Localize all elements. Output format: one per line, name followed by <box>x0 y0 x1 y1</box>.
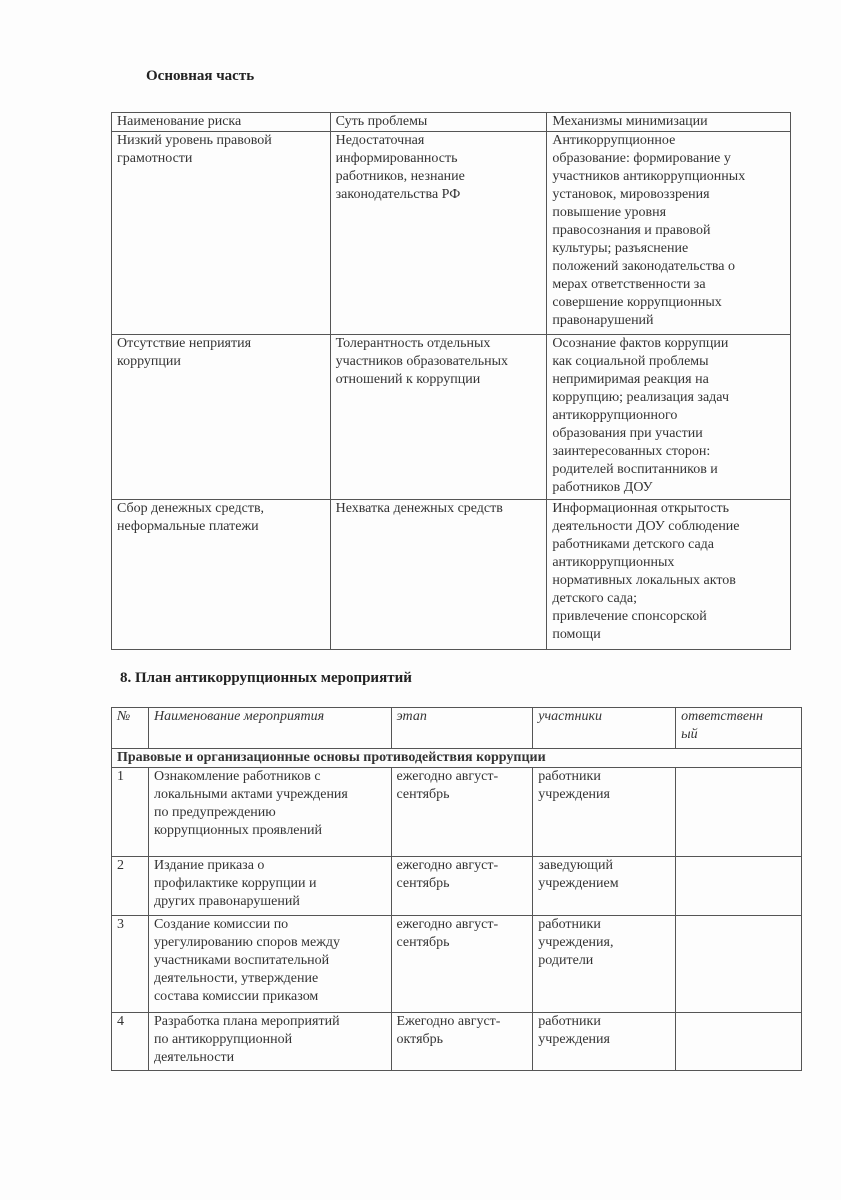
responsible <box>676 768 802 857</box>
risk-name: Сбор денежных средств, неформальные платежи <box>112 500 331 650</box>
table-row <box>112 335 791 500</box>
section-heading-main: Основная часть <box>146 68 255 84</box>
responsible <box>676 916 802 1013</box>
row-number: 2 <box>112 857 149 916</box>
stage: ежегодно август- сентябрь <box>391 768 533 857</box>
stage: ежегодно август- сентябрь <box>391 857 533 916</box>
table-header-row <box>112 113 791 132</box>
event-name: Создание комиссии по урегулированию споров между участниками воспитательной деятельности, утверждение состава комиссии приказом <box>148 916 391 1013</box>
section-title: Правовые и организационные основы противодействия коррупции <box>112 749 802 768</box>
mechanism: Осознание фактов коррупции как социальной проблемы непримиримая реакция на коррупцию; реализация задач антикоррупционного образования при участии заинтересованных сторон: родителей воспитанников и работников ДОУ <box>547 335 791 500</box>
responsible <box>676 857 802 916</box>
risk-name: Отсутствие неприятия коррупции <box>112 335 331 500</box>
mechanism: Антикоррупционное образование: формирование у участников антикоррупционных установок, мировоззрения повышение уровня правосознания и правовой культуры; разъяснение положений законодательства о мерах ответственности за совершение коррупционных правонарушений <box>547 132 791 335</box>
table-row <box>112 768 802 857</box>
section-heading-plan: 8. План антикоррупционных мероприятий <box>120 670 412 686</box>
header-cell: участники <box>533 708 676 749</box>
stage: Ежегодно август- октябрь <box>391 1013 533 1071</box>
table-header-row <box>112 708 802 749</box>
header-cell: № <box>112 708 149 749</box>
header-cell: Суть проблемы <box>330 113 547 132</box>
header-cell: ответственн ый <box>676 708 802 749</box>
section-row <box>112 749 802 768</box>
table-row <box>112 916 802 1013</box>
plan-table <box>111 707 802 1071</box>
event-name: Разработка плана мероприятий по антикоррупционной деятельности <box>148 1013 391 1071</box>
participants: заведующий учреждением <box>533 857 676 916</box>
event-name: Издание приказа о профилактике коррупции и других правонарушений <box>148 857 391 916</box>
participants: работники учреждения <box>533 1013 676 1071</box>
header-cell: этап <box>391 708 533 749</box>
row-number: 1 <box>112 768 149 857</box>
header-cell: Наименование риска <box>112 113 331 132</box>
problem: Недостаточная информированность работников, незнание законодательства РФ <box>330 132 547 335</box>
stage: ежегодно август- сентябрь <box>391 916 533 1013</box>
responsible <box>676 1013 802 1071</box>
header-cell: Наименование мероприятия <box>148 708 391 749</box>
table-row <box>112 500 791 650</box>
mechanism: Информационная открытость деятельности ДОУ соблюдение работниками детского сада антикоррупционных нормативных локальных актов детского сада; привлечение спонсорской помощи <box>547 500 791 650</box>
problem: Толерантность отдельных участников образовательных отношений к коррупции <box>330 335 547 500</box>
participants: работники учреждения <box>533 768 676 857</box>
risk-table <box>111 112 791 650</box>
problem: Нехватка денежных средств <box>330 500 547 650</box>
row-number: 4 <box>112 1013 149 1071</box>
header-cell: Механизмы минимизации <box>547 113 791 132</box>
participants: работники учреждения, родители <box>533 916 676 1013</box>
row-number: 3 <box>112 916 149 1013</box>
table-row <box>112 132 791 335</box>
table-row <box>112 1013 802 1071</box>
event-name: Ознакомление работников с локальными актами учреждения по предупреждению коррупционных проявлений <box>148 768 391 857</box>
risk-name: Низкий уровень правовой грамотности <box>112 132 331 335</box>
table-row <box>112 857 802 916</box>
